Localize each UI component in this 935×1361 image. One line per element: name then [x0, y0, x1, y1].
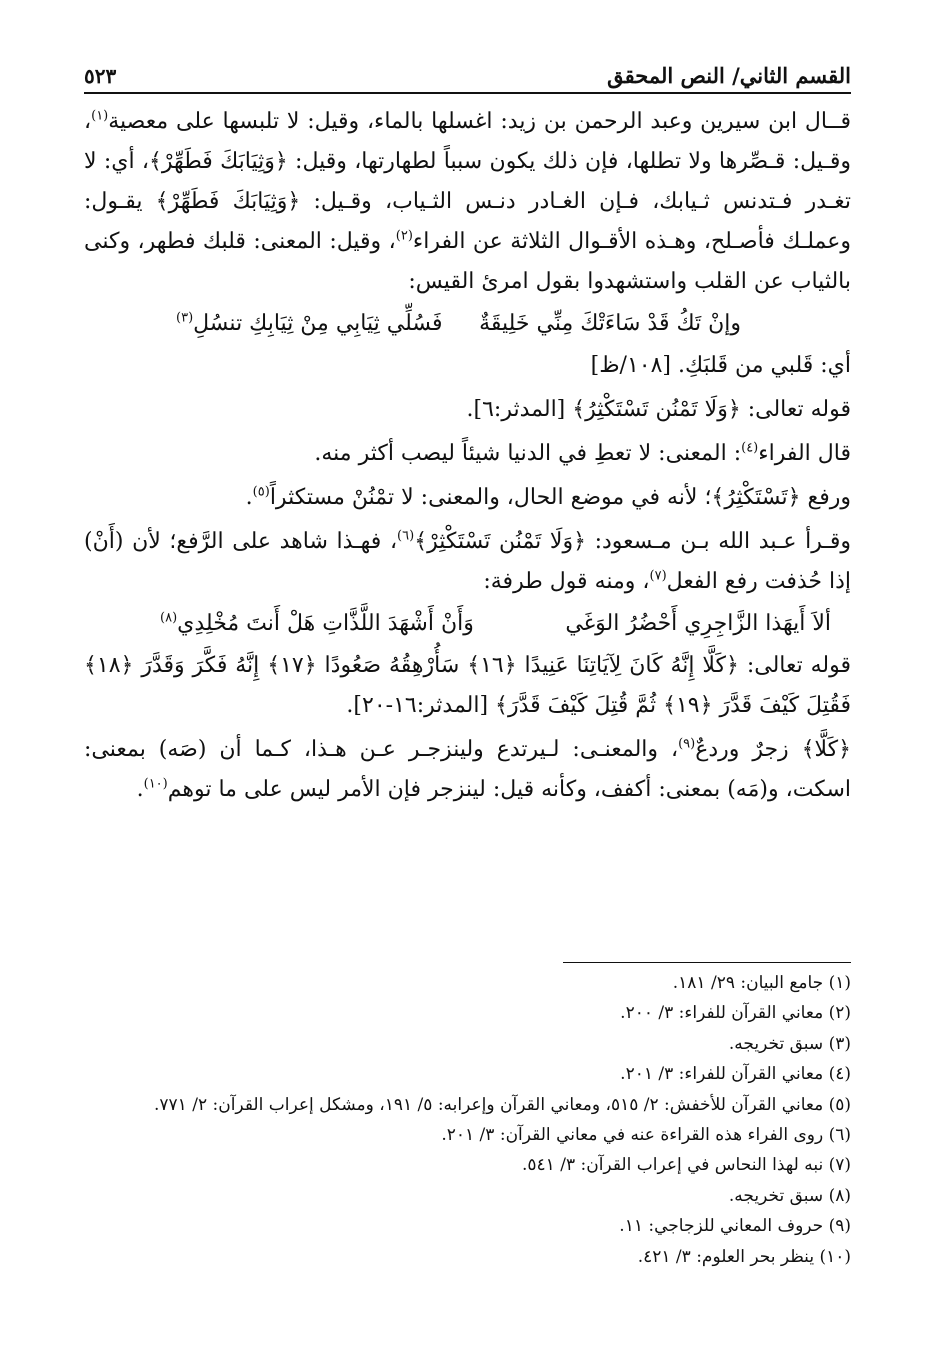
- paragraph-1: [84, 102, 851, 302]
- footnote-2: (٢) معاني القرآن للفراء: ٣/ ٢٠٠.: [620, 1003, 851, 1024]
- footnote-ref[interactable]: (٥): [252, 484, 270, 500]
- footnote-separator: [563, 962, 851, 963]
- paragraph-3: قوله تعالى: ﴿وَلَا تَمْنُن تَسْتَكْثِرُ﴾ [المدثر:٦].: [466, 397, 851, 422]
- text-run: ﴿كَلَّا﴾ زجرٌ وردعٌ: [695, 737, 852, 762]
- paragraph-2: أي: قَلبي من قَلبَكِ. [١٠٨/ظ]: [590, 353, 851, 378]
- footnote-3: (٣) سبق تخريجه.: [728, 1033, 851, 1054]
- footnote-ref[interactable]: (١): [91, 108, 109, 124]
- paragraph-7: قوله تعالى: ﴿كَلَّا إِنَّهُ كَانَ لِآيَاتِنَا عَنِيدًا ﴿١٦﴾ سَأُرْهِقُهُ صَعُودًا ﴿١٧﴾ إِنَّهُ فَكَّرَ وَقَدَّرَ ﴿١٨﴾ فَقُتِلَ كَيْفَ قَدَّرَ ﴿١٩﴾ ثُمَّ قُتِلَ كَيْفَ قَدَّرَ﴾ [المدثر:١٦-٢٠].: [84, 653, 851, 718]
- verse-second-hemistich: [160, 602, 474, 646]
- text-run: ، ومنه قول طرفة:: [483, 569, 650, 594]
- footnote-1: (١) جامع البيان: ٢٩/ ١٨١.: [672, 973, 851, 993]
- header-title: القسم الثاني/ النص المحقق: [607, 63, 851, 88]
- text-run: .: [245, 485, 253, 510]
- footnote-7: (٧) نبه لهذا النحاس في إعراب القرآن: ٣/ ٥٤١.: [522, 1155, 851, 1176]
- footnote-ref[interactable]: (٣): [176, 310, 194, 326]
- text-run: .: [136, 777, 144, 802]
- text-run: ورفع ﴿تَسْتَكْثِرُ﴾؛ لأنه في موضع الحال، والمعنى: لا تمْنُنْ مستكثراً: [269, 485, 851, 510]
- poetry-verse-2: [84, 602, 851, 646]
- footnote-6: (٦) روى الفراء هذه القراءة عنه في معاني القرآن: ٣/ ٢٠١.: [441, 1124, 851, 1145]
- footnote-ref[interactable]: (٤): [741, 440, 759, 456]
- running-header: [84, 52, 851, 94]
- footnote-ref[interactable]: (٦): [397, 528, 415, 544]
- paragraph-8: [84, 730, 851, 810]
- verse-first-hemistich: ألاَ أَيهَذا الزَّاجِرِي أَحْضُرُ الوَغَي: [565, 611, 831, 636]
- footnote-10: (١٠) ينظر بحر العلوم: ٣/ ٤٢١.: [637, 1246, 851, 1267]
- footnotes: [84, 968, 851, 1272]
- paragraph-5: [84, 478, 851, 518]
- text-run: قال الفراء: [758, 441, 851, 466]
- text-run: ، فهـذا شاهد على الرَّفع؛ لأن (أَنْ) إذا حُذفت رفع الفعل: [84, 529, 851, 594]
- text-run: ، وقيل: المعنى: قلبك فطهر، وكنى بالثياب عن القلب واستشهدوا بقول امرئ القيس:: [84, 229, 851, 294]
- text-run: قــال ابن سيرين وعبد الرحمن بن زيد: اغسلها بالماء، وقيل: لا تلبسها على معصية: [108, 109, 851, 134]
- footnote-ref[interactable]: (٧): [649, 568, 667, 584]
- footnote-8: (٨) سبق تخريجه.: [728, 1185, 851, 1206]
- footnote-5: (٥) معاني القرآن للأخفش: ٢/ ٥١٥، ومعاني القرآن وإعرابه: ٥/ ١٩١، ومشكل إعراب القرآن: ٢/ ٧٧١.: [154, 1094, 851, 1115]
- text-run: ، والمعنـى: لـيرتدع ولينزجـر عـن هـذا، كـما أن (صَه) بمعنى: اسكت، و(مَه) بمعنى: أكفف، وكأنه قيل: لينزجر فإن الأمر ليس على ما توهم: [84, 737, 851, 802]
- text-run: : المعنى: لا تعطِ في الدنيا شيئاً ليصب أكثر منه.: [314, 441, 742, 466]
- footnote-4: (٤) معاني القرآن للفراء: ٣/ ٢٠١.: [620, 1064, 851, 1085]
- page-number: ٥٢٣: [84, 64, 117, 88]
- text-run: فَسُلِّي ثِيَابِي مِنْ ثِيَابِكِ تنسُلِ: [193, 311, 443, 336]
- footnote-ref[interactable]: (٨): [160, 610, 178, 626]
- footnote-ref[interactable]: (١٠): [143, 776, 168, 792]
- paragraph-6: [84, 522, 851, 602]
- paragraph-4: [84, 434, 851, 474]
- footnote-ref[interactable]: (٢): [395, 228, 413, 244]
- text-run: وقـرأ عـبد الله بـن مـسعود: ﴿وَلَا تَمْنُن تَسْتَكْثِرْ﴾: [414, 529, 851, 554]
- text-run: وَأَنْ أَشْهَدَ اللَّذَّاتِ هَلْ أَنتَ مُخْلِدِي: [177, 611, 474, 636]
- footnote-ref[interactable]: (٩): [678, 736, 696, 752]
- poetry-verse-1: [84, 302, 851, 346]
- verse-first-hemistich: وإنْ تَكُ قَدْ سَاءَتْكَ مِنِّي خَلِيقَةٌ: [479, 311, 741, 336]
- verse-second-hemistich: [176, 302, 443, 346]
- main-text: [84, 102, 851, 810]
- text-run: ، وقـيل: قـصِّرها ولا تطلها، فإن ذلك يكون سبباً لطهارتها، وقيل: ﴿وَثِيَابَكَ فَطَهِّرْ﴾، أي: لا تغـدر فـتدنس ثـيابك، فـإن الغـادر دنـس الثـياب، وقـيل: ﴿وَثِيَابَكَ فَطَهِّرْ﴾ يقـول: وعملـك فأصـلح، وهـذه الأقـوال الثلاثة عن الفراء: [84, 109, 852, 254]
- footnote-9: (٩) حروف المعاني للزجاجي: ١١.: [619, 1216, 851, 1237]
